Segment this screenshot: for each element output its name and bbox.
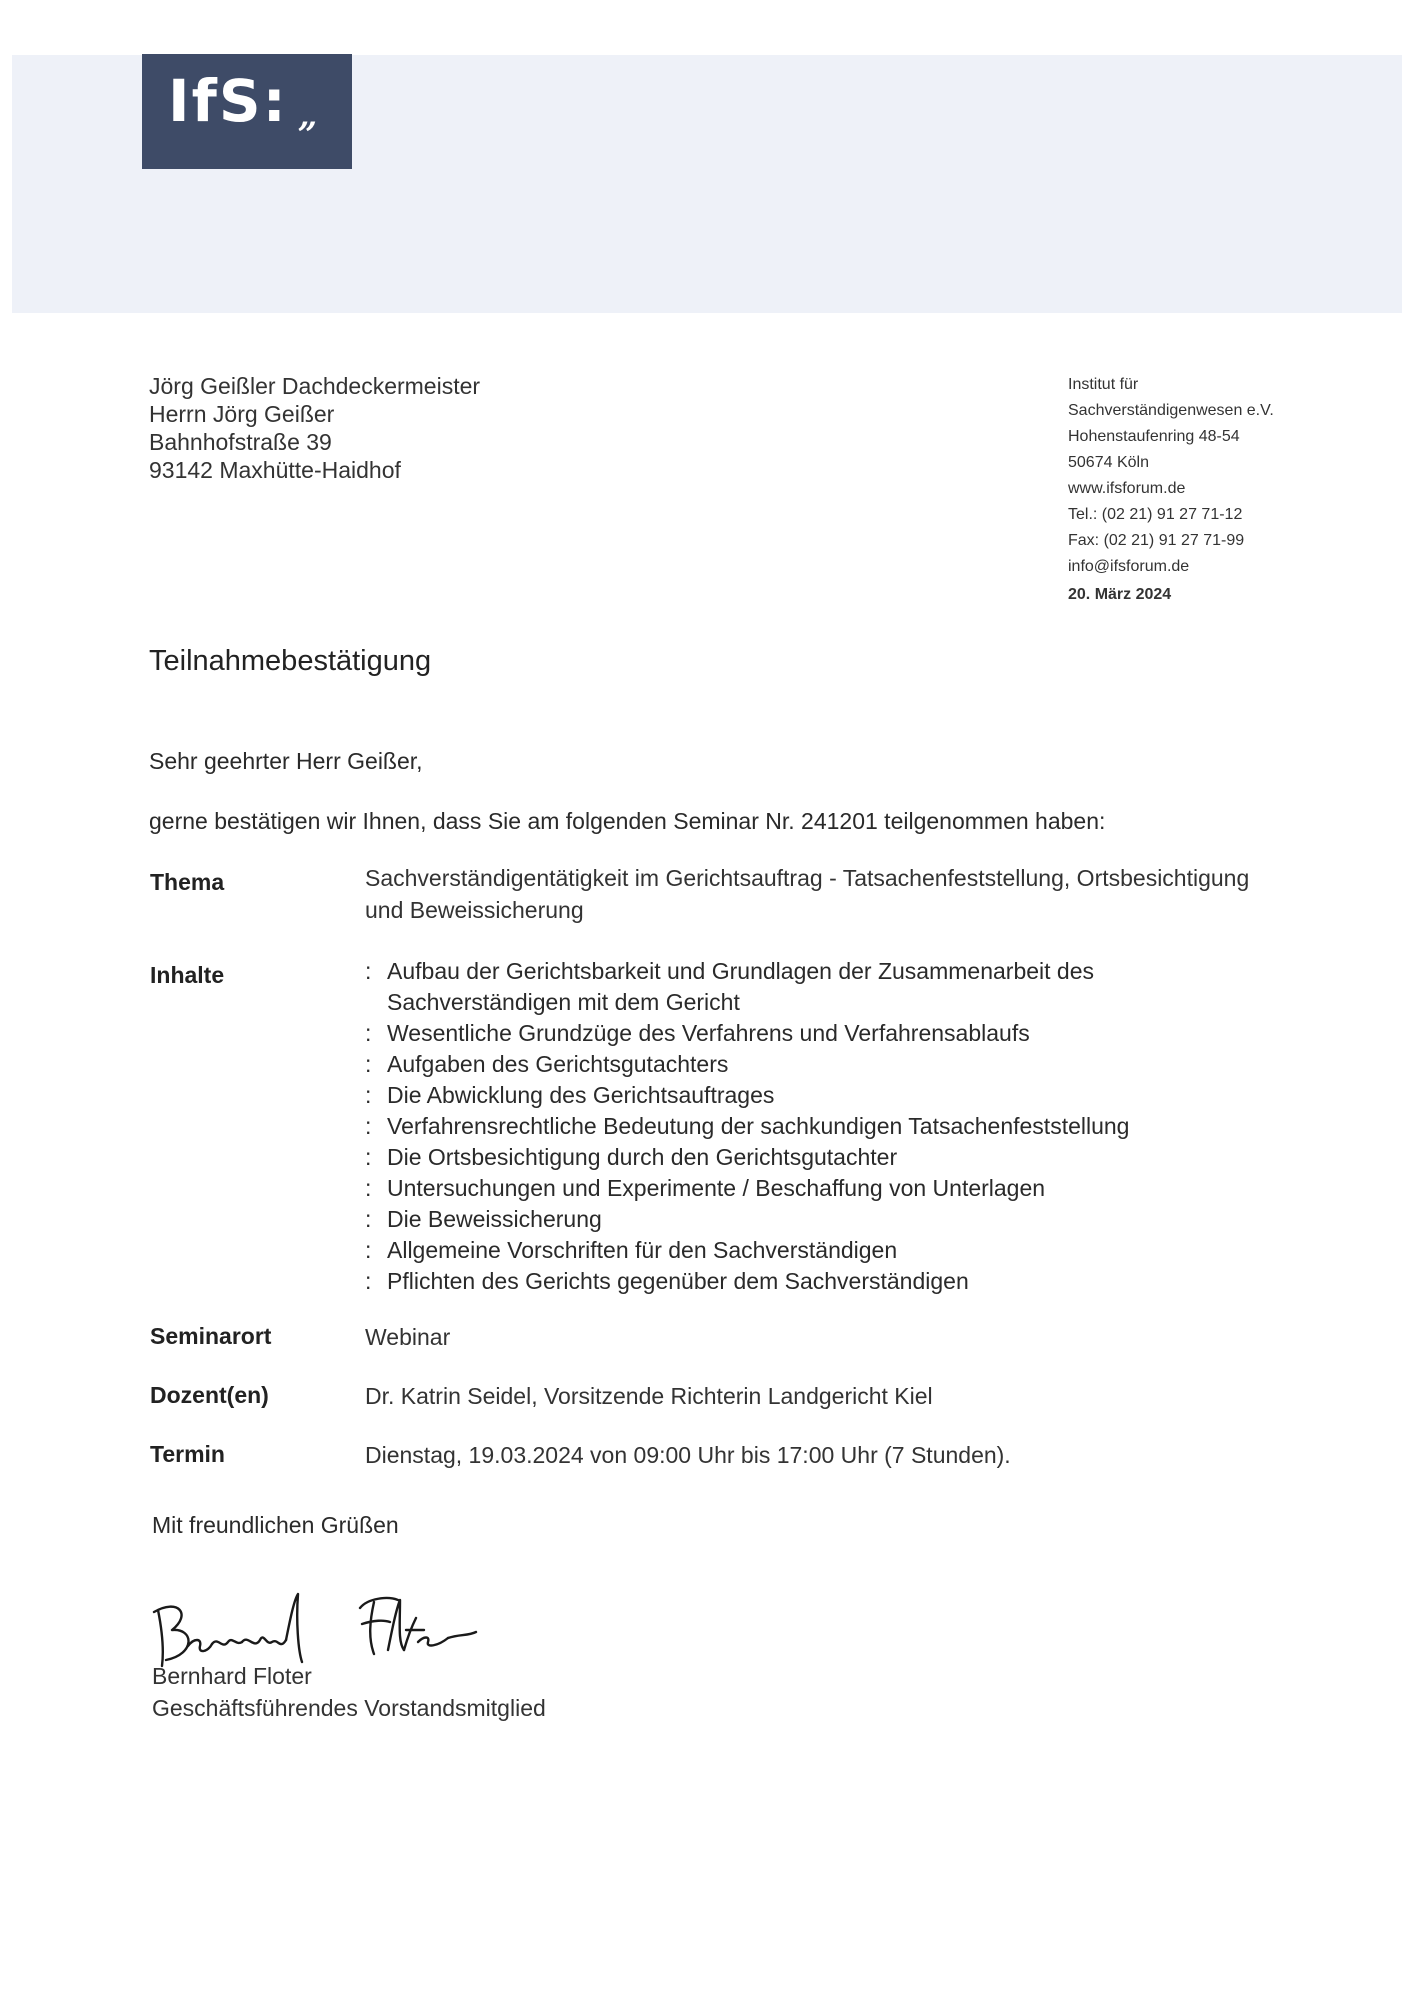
contents-item: : Allgemeine Vorschriften für den Sachverständigen — [365, 1235, 1129, 1266]
closing-text: Mit freundlichen Grüßen — [152, 1512, 399, 1538]
salutation: Sehr geehrter Herr Geißer, — [149, 748, 423, 774]
contents-item: : Verfahrensrechtliche Bedeutung der sachkundigen Tatsachenfeststellung — [365, 1111, 1129, 1142]
sender-phone: Tel.: (02 21) 91 27 71-12 — [1068, 506, 1243, 523]
termin-label: Termin — [150, 1441, 225, 1467]
contents-item: : Die Abwicklung des Gerichtsauftrages — [365, 1080, 1129, 1111]
sender-line: Hohenstaufenring 48-54 — [1068, 428, 1240, 445]
contents-item: : Untersuchungen und Experimente / Beschaffung von Unterlagen — [365, 1173, 1129, 1204]
topic-value: Sachverständigentätigkeit im Gerichtsauftrag - Tatsachenfeststellung, Ortsbesichtigung und Beweissicherung — [365, 865, 1250, 923]
location-label: Seminarort — [150, 1323, 272, 1349]
sender-line: Institut für — [1068, 376, 1139, 393]
sender-website: www.ifsforum.de — [1068, 480, 1186, 497]
contents-label: Inhalte — [150, 962, 225, 988]
contents-item: : Pflichten des Gerichts gegenüber dem Sachverständigen — [365, 1266, 1129, 1297]
contents-item: : Aufgaben des Gerichtsgutachters — [365, 1049, 1129, 1080]
recipient-address — [149, 372, 480, 484]
contents-item: : Die Beweissicherung — [365, 1204, 1129, 1235]
logo-text: IfS: — [168, 67, 288, 135]
contents-item: : Die Ortsbesichtigung durch den Gerichtsgutachter — [365, 1142, 1129, 1173]
lecturer-label: Dozent(en) — [150, 1382, 269, 1408]
sender-fax: Fax: (02 21) 91 27 71-99 — [1068, 532, 1245, 549]
contents-item: : Wesentliche Grundzüge des Verfahrens und Verfahrensablaufs — [365, 1018, 1129, 1049]
contents-item-continued: Sachverständigen mit dem Gericht — [387, 989, 740, 1015]
contents-item: : Aufbau der Gerichtsbarkeit und Grundlagen der Zusammenarbeit des — [365, 956, 1129, 987]
document-title: Teilnahmebestätigung — [149, 645, 432, 677]
handwritten-signature — [148, 1580, 488, 1670]
lecturer-value: Dr. Katrin Seidel, Vorsitzende Richterin Landgericht Kiel — [365, 1383, 933, 1409]
termin-value: Dienstag, 19.03.2024 von 09:00 Uhr bis 17:00 Uhr (7 Stunden). — [365, 1442, 1011, 1468]
recipient-line: Bahnhofstraße 39 — [149, 429, 332, 455]
location-value: Webinar — [365, 1324, 451, 1350]
sender-line: 50674 Köln — [1068, 454, 1149, 471]
signer-name: Bernhard Floter — [152, 1663, 312, 1689]
intro-text: gerne bestätigen wir Ihnen, dass Sie am folgenden Seminar Nr. 241201 teilgenommen haben: — [149, 808, 1106, 834]
logo-quote-mark: „ — [298, 96, 318, 136]
contents-list — [365, 956, 1129, 1297]
sender-address — [1068, 372, 1274, 608]
sender-email: info@ifsforum.de — [1068, 558, 1190, 575]
sender-line: Sachverständigenwesen e.V. — [1068, 402, 1274, 419]
recipient-line: Herrn Jörg Geißer — [149, 401, 335, 427]
recipient-line: Jörg Geißler Dachdeckermeister — [149, 373, 481, 399]
letter-date: 20. März 2024 — [1068, 586, 1172, 603]
topic-label: Thema — [150, 869, 225, 895]
recipient-line: 93142 Maxhütte-Haidhof — [149, 457, 401, 483]
signer-role: Geschäftsführendes Vorstandsmitglied — [152, 1695, 546, 1721]
ifs-logo — [142, 54, 352, 169]
signer-block — [152, 1660, 546, 1724]
